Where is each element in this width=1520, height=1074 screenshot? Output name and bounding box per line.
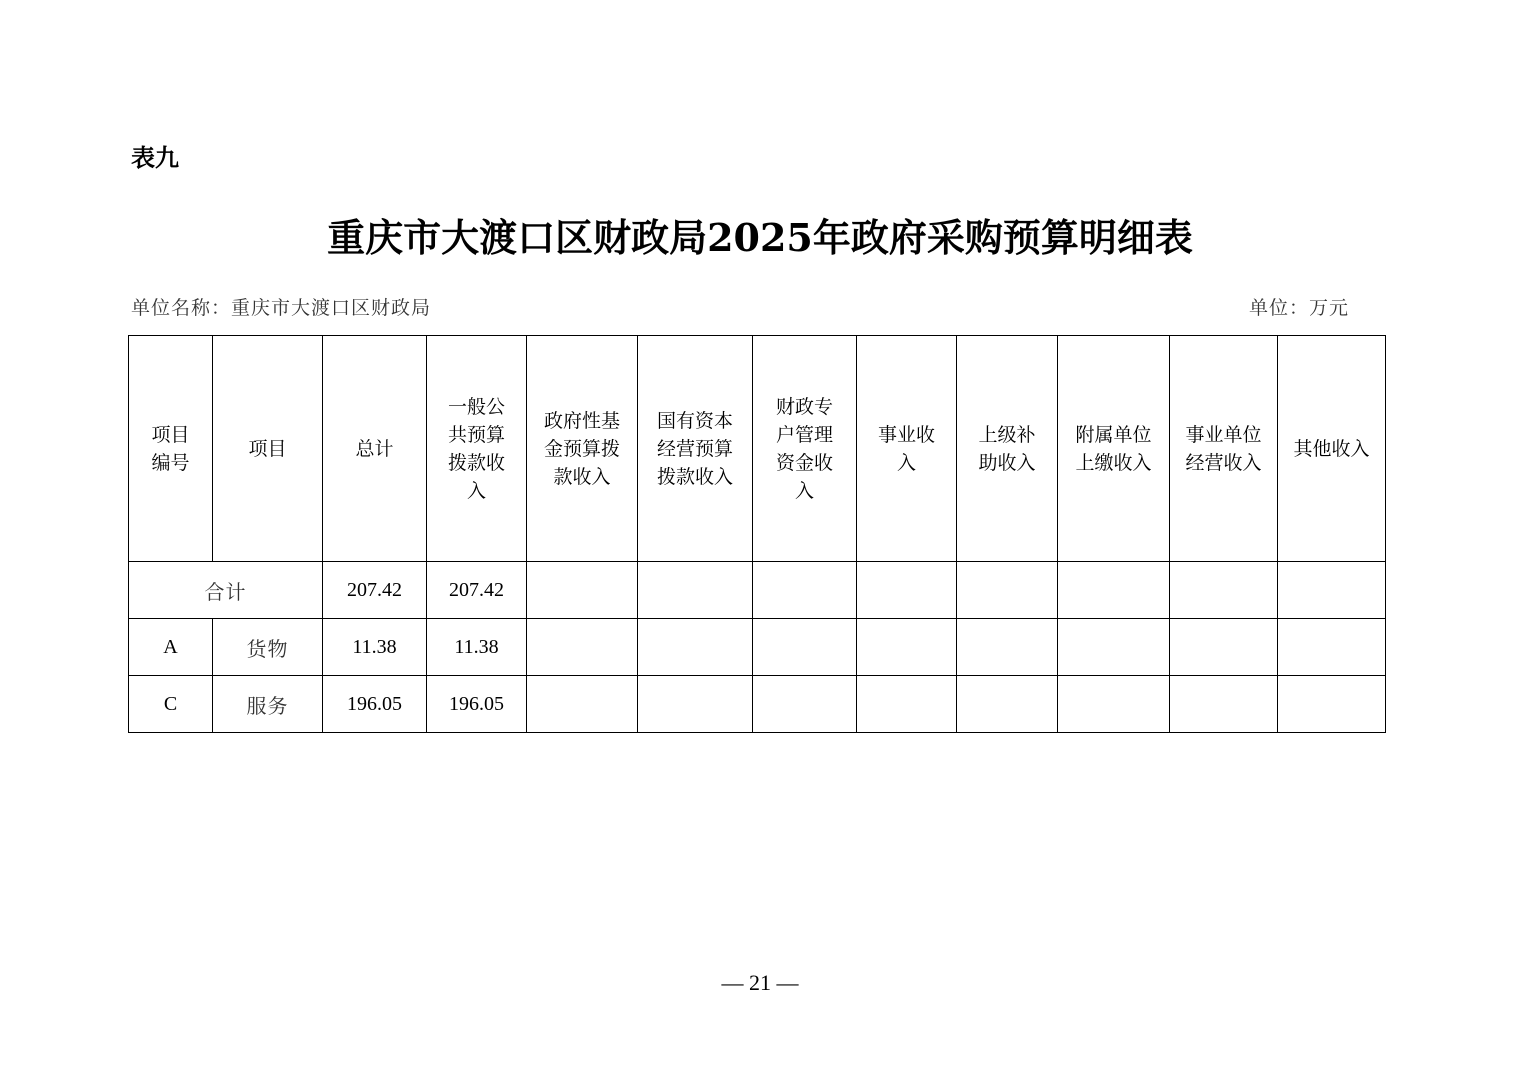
header-cell-general-budget: 一般公共预算拨款收入	[427, 336, 527, 562]
row-general-budget: 196.05	[427, 676, 527, 733]
header-cell-total: 总计	[323, 336, 427, 562]
table-number-label: 表九	[131, 144, 179, 172]
total-amount: 207.42	[323, 562, 427, 619]
empty-cell	[957, 619, 1058, 676]
empty-cell	[1278, 562, 1386, 619]
empty-cell	[638, 619, 753, 676]
empty-cell	[753, 562, 857, 619]
empty-cell	[1058, 676, 1170, 733]
empty-cell	[857, 619, 957, 676]
row-name: 货物	[213, 619, 323, 676]
empty-cell	[1170, 676, 1278, 733]
unit-name-label: 单位名称：重庆市大渡口区财政局	[131, 297, 432, 319]
procurement-budget-table	[128, 335, 1386, 733]
row-name: 服务	[213, 676, 323, 733]
table-row	[129, 619, 1386, 676]
total-label: 合计	[129, 562, 323, 619]
empty-cell	[1170, 562, 1278, 619]
table-row	[129, 676, 1386, 733]
page-number: — 21 —	[721, 970, 799, 995]
header-cell-superior-subsidy: 上级补助收入	[957, 336, 1058, 562]
empty-cell	[638, 562, 753, 619]
empty-cell	[638, 676, 753, 733]
header-cell-gov-fund: 政府性基金预算拨款收入	[527, 336, 638, 562]
empty-cell	[1170, 619, 1278, 676]
header-cell-affiliated-payment: 附属单位上缴收入	[1058, 336, 1170, 562]
empty-cell	[1278, 676, 1386, 733]
total-general-budget: 207.42	[427, 562, 527, 619]
empty-cell	[753, 619, 857, 676]
empty-cell	[527, 676, 638, 733]
currency-unit-label: 单位：万元	[1249, 297, 1350, 319]
empty-cell	[857, 562, 957, 619]
header-cell-special-account: 财政专户管理资金收入	[753, 336, 857, 562]
empty-cell	[1278, 619, 1386, 676]
header-cell-project: 项目	[213, 336, 323, 562]
row-general-budget: 11.38	[427, 619, 527, 676]
table-header-row	[129, 336, 1386, 562]
row-code: A	[129, 619, 213, 676]
total-row	[129, 562, 1386, 619]
header-cell-code: 项目编号	[129, 336, 213, 562]
empty-cell	[1058, 619, 1170, 676]
row-total: 196.05	[323, 676, 427, 733]
row-total: 11.38	[323, 619, 427, 676]
empty-cell	[527, 619, 638, 676]
empty-cell	[1058, 562, 1170, 619]
empty-cell	[957, 676, 1058, 733]
header-cell-operating-income: 事业单位经营收入	[1170, 336, 1278, 562]
empty-cell	[857, 676, 957, 733]
document-title: 重庆市大渡口区财政局2025年政府采购预算明细表	[327, 215, 1193, 260]
empty-cell	[527, 562, 638, 619]
header-cell-business-income: 事业收入	[857, 336, 957, 562]
header-cell-state-capital: 国有资本经营预算拨款收入	[638, 336, 753, 562]
header-cell-other-income: 其他收入	[1278, 336, 1386, 562]
empty-cell	[957, 562, 1058, 619]
row-code: C	[129, 676, 213, 733]
empty-cell	[753, 676, 857, 733]
